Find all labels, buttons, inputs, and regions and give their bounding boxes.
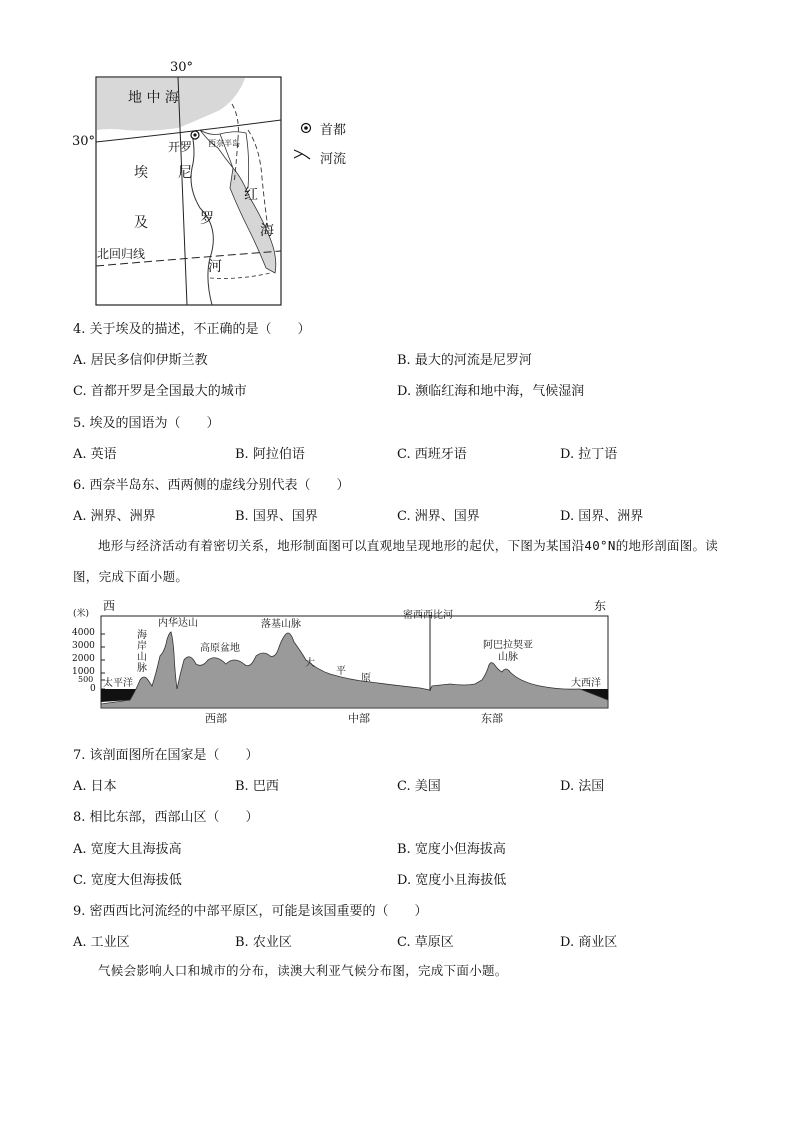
- question-6-option-c[interactable]: C. 洲界、国界: [397, 509, 480, 524]
- profile-label-plains: 原: [361, 673, 371, 684]
- profile-label-coast: 海岸山脉: [137, 630, 147, 674]
- map-cairo-label: 开罗: [168, 140, 193, 154]
- map-red-sea-char: 海: [260, 223, 274, 239]
- question-7-option-b[interactable]: B. 巴西: [235, 779, 279, 794]
- question-5-stem: 5. 埃及的国语为（ ）: [73, 416, 220, 431]
- profile-label-plains: 大: [305, 658, 315, 669]
- question-5-option-c[interactable]: C. 西班牙语: [397, 447, 467, 462]
- profile-label-miss: 密西西比河: [403, 610, 453, 621]
- legend-capital-label: 首都: [320, 123, 347, 138]
- question-6-stem: 6. 西奈半岛东、西两侧的虚线分别代表（ ）: [73, 478, 350, 493]
- profile-label-plains: 平: [336, 666, 346, 677]
- question-5-option-d[interactable]: D. 拉丁语: [560, 447, 618, 462]
- map-tropic-label: 北回归线: [97, 247, 146, 261]
- map-sinai-label: 西奈半岛: [208, 139, 240, 148]
- profile-unit-label: (米): [73, 609, 90, 619]
- profile-label-atlantic: 大西洋: [571, 678, 601, 689]
- map-egypt-char: 埃: [134, 165, 148, 181]
- map-top-degree: 30°: [170, 60, 194, 75]
- question-6-option-a[interactable]: A. 洲界、洲界: [73, 509, 156, 524]
- question-9-option-b[interactable]: B. 农业区: [235, 935, 292, 950]
- question-9-option-d[interactable]: D. 商业区: [560, 935, 618, 950]
- question-8-option-d[interactable]: D. 宽度小且海拔低: [397, 873, 507, 888]
- map-nile-char: 河: [208, 259, 222, 275]
- question-5-option-a[interactable]: A. 英语: [73, 447, 117, 462]
- profile-ytick: 4000: [72, 628, 95, 638]
- question-8-stem: 8. 相比东部，西部山区（ ）: [73, 810, 259, 825]
- map-red-sea-char: 红: [244, 187, 258, 203]
- profile-region-east: 东部: [481, 712, 503, 725]
- profile-label-appal: 阿巴拉契亚山脉: [483, 640, 533, 663]
- profile-label-rocky: 落基山脉: [261, 619, 301, 630]
- profile-label-plateau: 高原盆地: [200, 643, 240, 654]
- map-egypt-char: 及: [134, 215, 148, 231]
- profile-ytick: 3000: [72, 641, 95, 651]
- profile-region-west: 西部: [205, 712, 227, 725]
- map-nile-char: 罗: [200, 211, 214, 227]
- question-4-option-b[interactable]: B. 最大的河流是尼罗河: [397, 353, 532, 368]
- question-4-option-c[interactable]: C. 首都开罗是全国最大的城市: [73, 384, 247, 399]
- profile-label-nevada: 内华达山: [158, 618, 198, 629]
- intro-paragraph-climate: 气候会影响人口和城市的分布，读澳大利亚气候分布图，完成下面小题。: [98, 963, 508, 978]
- terrain-profile: [70, 594, 615, 726]
- map-left-degree: 30°: [72, 134, 96, 149]
- question-7-stem: 7. 该剖面图所在国家是（ ）: [73, 748, 259, 763]
- question-7-option-c[interactable]: C. 美国: [397, 779, 441, 794]
- question-8-option-b[interactable]: B. 宽度小但海拔高: [397, 842, 506, 857]
- profile-ytick: 1000: [72, 667, 95, 677]
- question-6-option-b[interactable]: B. 国界、国界: [235, 509, 318, 524]
- profile-ytick: 2000: [72, 654, 95, 664]
- profile-label-pacific: 太平洋: [103, 678, 133, 689]
- question-7-option-d[interactable]: D. 法国: [560, 779, 605, 794]
- legend-river-label: 河流: [320, 152, 347, 167]
- profile-ytick: 500: [78, 675, 94, 684]
- profile-region-central: 中部: [348, 712, 370, 725]
- question-4-stem: 4. 关于埃及的描述，不正确的是（ ）: [73, 322, 311, 337]
- question-8-option-c[interactable]: C. 宽度大但海拔低: [73, 873, 182, 888]
- question-6-option-d[interactable]: D. 国界、洲界: [560, 509, 644, 524]
- profile-ytick: 0: [90, 684, 96, 694]
- question-4-option-d[interactable]: D. 濒临红海和地中海，气候湿润: [397, 384, 585, 399]
- question-9-option-c[interactable]: C. 草原区: [397, 935, 454, 950]
- question-4-option-a[interactable]: A. 居民多信仰伊斯兰教: [73, 353, 208, 368]
- map-nile-char: 尼: [178, 165, 192, 181]
- map-sea-label: 地 中 海: [128, 90, 179, 106]
- profile-east-label: 东: [594, 599, 607, 613]
- question-7-option-a[interactable]: A. 日本: [73, 779, 117, 794]
- question-5-option-b[interactable]: B. 阿拉伯语: [235, 447, 305, 462]
- intro-paragraph-profile: 地形与经济活动有着密切关系，地形制面图可以直观地呈现地形的起伏，下图为某国沿40°N的地形剖面图。读图，完成下面小题。: [73, 538, 719, 584]
- question-9-stem: 9. 密西西比河流经的中部平原区，可能是该国重要的（ ）: [73, 904, 428, 919]
- egypt-map: [70, 58, 370, 310]
- profile-west-label: 西: [103, 599, 116, 613]
- question-8-option-a[interactable]: A. 宽度大且海拔高: [73, 842, 182, 857]
- question-9-option-a[interactable]: A. 工业区: [73, 935, 130, 950]
